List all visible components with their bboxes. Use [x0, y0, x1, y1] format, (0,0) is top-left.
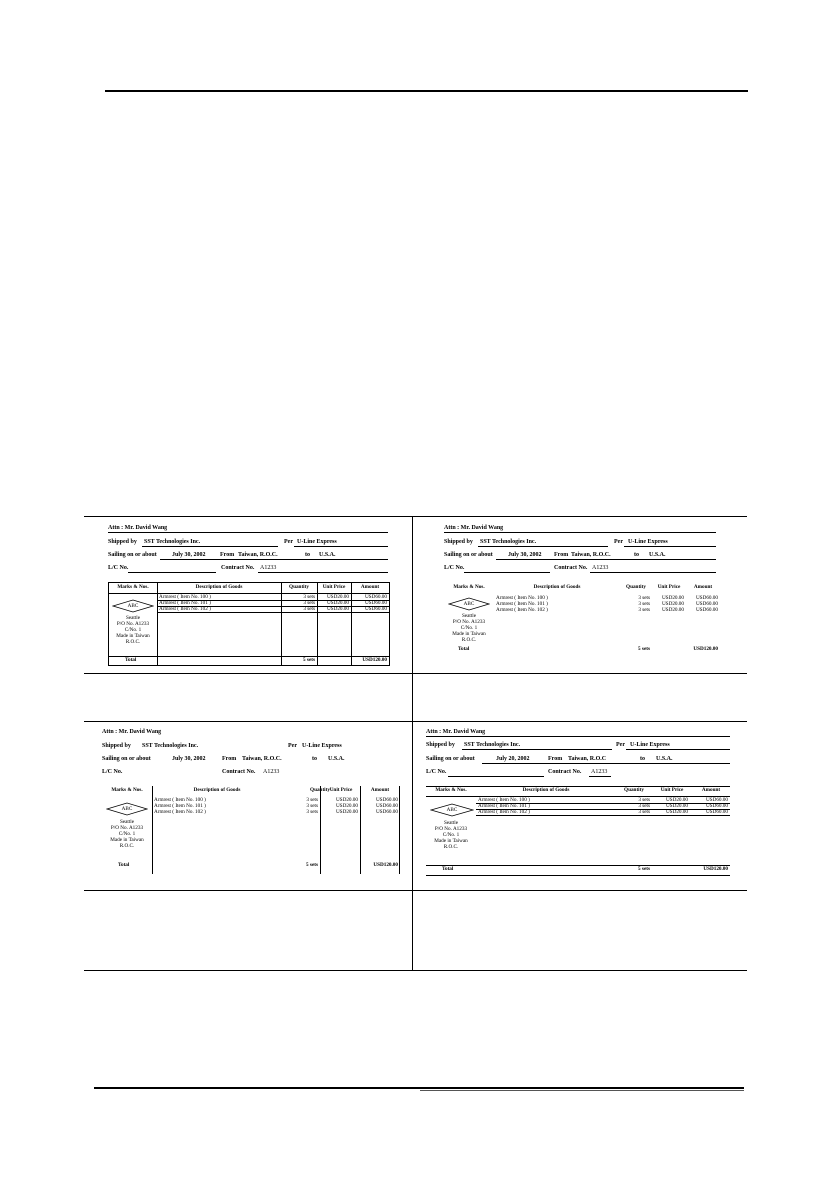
underline [482, 763, 730, 764]
underline [108, 532, 388, 533]
marks-line: Seattle [119, 819, 135, 825]
header-marks: Marks & Nos. [117, 584, 149, 590]
attn-line: Attn : Mr. David Wang [108, 525, 168, 531]
row-amount: USD60.00 [364, 594, 387, 600]
sample-invoice-4 [426, 729, 736, 889]
per-label: Per [614, 539, 623, 545]
underline [426, 736, 730, 737]
row-price: USD20.00 [335, 809, 358, 815]
marks-line: P/O No. A1233 [110, 825, 144, 831]
marks-line: Made in Taiwan [116, 633, 150, 639]
header-quantity: Quantity [624, 787, 644, 793]
underline [462, 749, 612, 750]
contract-label: Contract No. [221, 565, 255, 571]
row-amount: USD60.00 [695, 595, 718, 601]
header-unit-price: Unit Price [660, 787, 684, 793]
header-amount: Amount [370, 787, 390, 793]
row-price: USD20.00 [335, 797, 358, 803]
header-amount: Amount [701, 787, 721, 793]
from-value: Taiwan, R.O.C [568, 756, 607, 762]
row-qty: 3 sets [306, 797, 318, 803]
per-value: U-Line Express [628, 539, 668, 545]
header-unit-price: Unit Price [657, 584, 681, 590]
total-label: Total [458, 646, 470, 652]
grid-divider-vertical [412, 517, 413, 970]
row-price: USD20.00 [326, 606, 349, 612]
marks-line: R.O.C. [443, 844, 459, 850]
row-qty: 3 sets [638, 607, 650, 613]
per-value: U-Line Express [297, 539, 337, 545]
header-marks: Marks & Nos. [435, 787, 467, 793]
header-marks: Marks & Nos. [111, 787, 143, 793]
row-qty: 3 sets [303, 606, 315, 612]
header-description: Description of Goods [195, 584, 243, 590]
lc-label: L/C No. [108, 565, 129, 571]
header-description: Description of Goods [522, 787, 570, 793]
row-desc: Armrest ( Item No. 102 ) [478, 809, 530, 815]
marks-line: P/O No. A1233 [434, 826, 468, 832]
marks-line: P/O No. A1233 [452, 619, 486, 625]
underline [444, 532, 716, 533]
to-value: U.S.A. [649, 552, 666, 558]
marks-line: Made in Taiwan [110, 837, 144, 843]
row-qty: 3 sets [638, 803, 650, 809]
col-divider [152, 786, 153, 874]
header-quantity: Quantity [626, 584, 646, 590]
attn-line: Attn : Mr. David Wang [444, 525, 504, 531]
sample-invoice-1 [108, 525, 394, 670]
marks-line: Seattle [443, 820, 459, 826]
total-label: Total [125, 657, 137, 663]
row-price: USD20.00 [661, 601, 684, 607]
sailing-value: July 30, 2002 [508, 552, 542, 558]
sailing-label: Sailing on or about [102, 756, 151, 762]
lc-label: L/C No. [426, 769, 447, 775]
row-divider [426, 865, 730, 866]
underline [464, 572, 550, 573]
marks-line: C/No. 1 [118, 831, 136, 837]
underline [160, 559, 388, 560]
underline [590, 572, 716, 573]
sailing-value: July 30, 2002 [172, 552, 206, 558]
row-price: USD20.00 [661, 595, 684, 601]
header-amount: Amount [360, 584, 380, 590]
marks-line: C/No. 1 [442, 832, 460, 838]
row-desc: Armrest ( Item No. 101 ) [496, 601, 548, 607]
row-price: USD20.00 [335, 803, 358, 809]
underline [624, 546, 716, 547]
sailing-label: Sailing on or about [444, 552, 493, 558]
bottom-rule-shadow [420, 1090, 744, 1091]
attn-line: Attn : Mr. David Wang [426, 729, 486, 735]
contract-value: A1233 [592, 565, 609, 571]
sailing-value: July 30, 2002 [172, 756, 206, 762]
contract-value: A1233 [591, 769, 608, 775]
contract-label: Contract No. [554, 565, 588, 571]
row-price: USD20.00 [665, 797, 688, 803]
underline [128, 572, 216, 573]
marks-line: R.O.C. [119, 843, 135, 849]
row-desc: Armrest ( Item No. 102 ) [154, 809, 206, 815]
underline [478, 546, 608, 547]
bottom-rule [94, 1087, 744, 1089]
per-label: Per [616, 742, 625, 748]
total-qty: 5 sets [638, 866, 650, 872]
row-desc: Armrest ( Item No. 100 ) [496, 595, 548, 601]
to-label: to [312, 756, 317, 762]
shipped-by-label: Shipped by [102, 743, 131, 749]
per-label: Per [288, 743, 297, 749]
grid-divider-row3 [84, 890, 747, 891]
lc-label: L/C No. [102, 769, 123, 775]
sailing-value: July 20, 2002 [496, 756, 530, 762]
goods-table [102, 786, 400, 874]
row-qty: 3 sets [303, 594, 315, 600]
row-desc: Armrest ( Item No. 101 ) [478, 803, 530, 809]
per-value: U-Line Express [302, 743, 342, 749]
row-divider [426, 875, 730, 876]
underline [258, 572, 388, 573]
top-rule [105, 90, 748, 92]
grid-divider-row2 [84, 721, 747, 722]
from-label: From [222, 756, 237, 762]
to-value: U.S.A. [328, 756, 345, 762]
per-label: Per [284, 539, 293, 545]
contract-value: A1233 [260, 565, 277, 571]
underline [142, 546, 278, 547]
marks-logo-text: ABC [121, 806, 133, 812]
marks-logo-text: ABC [446, 807, 458, 813]
row-price: USD20.00 [665, 809, 688, 815]
row-qty: 3 sets [306, 809, 318, 815]
underline [626, 749, 730, 750]
from-value: Taiwan, R.O.C. [238, 552, 278, 558]
shipped-by-label: Shipped by [108, 539, 137, 545]
total-amount: USD120.00 [703, 866, 728, 872]
total-qty: 5 sets [638, 646, 650, 652]
to-value: U.S.A. [319, 552, 336, 558]
row-price: USD20.00 [326, 600, 349, 606]
row-amount: USD60.00 [375, 803, 398, 809]
shipped-by-value: SST Technologies Inc. [480, 539, 537, 545]
row-divider [109, 656, 389, 657]
underline [496, 559, 716, 560]
lc-label: L/C No. [444, 565, 465, 571]
contract-value: A1233 [263, 769, 280, 775]
shipped-by-value: SST Technologies Inc. [464, 742, 521, 748]
row-qty: 3 sets [306, 803, 318, 809]
row-desc: Armrest ( Item No. 101 ) [159, 600, 211, 606]
sample-invoice-2 [444, 525, 734, 670]
row-desc: Armrest ( Item No. 101 ) [154, 803, 206, 809]
marks-line: Made in Taiwan [434, 838, 468, 844]
row-qty: 3 sets [638, 595, 650, 601]
marks-line: Seattle [461, 613, 477, 619]
row-amount: USD60.00 [364, 600, 387, 606]
underline [294, 546, 388, 547]
row-qty: 3 sets [303, 600, 315, 606]
row-qty: 3 sets [638, 601, 650, 607]
grid-divider-row1 [84, 673, 747, 674]
to-value: U.S.A. [656, 756, 673, 762]
sailing-label: Sailing on or about [426, 756, 475, 762]
marks-line: Made in Taiwan [452, 631, 486, 637]
marks-line: P/O No. A1233 [116, 621, 150, 627]
underline [589, 776, 611, 777]
shipped-by-value: SST Technologies Inc. [144, 539, 201, 545]
row-price: USD20.00 [661, 607, 684, 613]
attn-line: Attn : Mr. David Wang [102, 729, 162, 735]
underline [448, 776, 544, 777]
from-label: From [220, 552, 235, 558]
to-label: to [640, 756, 645, 762]
row-amount: USD60.00 [695, 601, 718, 607]
col-divider [399, 786, 400, 874]
marks-line: C/No. 1 [124, 627, 142, 633]
row-amount: USD60.00 [705, 803, 728, 809]
marks-line: R.O.C. [125, 639, 141, 645]
row-amount: USD60.00 [364, 606, 387, 612]
total-qty: 5 sets [303, 657, 315, 663]
scan-sample-grid [84, 516, 747, 971]
row-amount: USD60.00 [695, 607, 718, 613]
header-amount: Amount [693, 584, 713, 590]
sailing-label: Sailing on or about [108, 552, 157, 558]
total-amount: USD120.00 [693, 646, 718, 652]
header-unit-price: Unit Price [329, 787, 353, 793]
to-label: to [634, 552, 639, 558]
total-label: Total [442, 866, 454, 872]
row-price: USD20.00 [665, 803, 688, 809]
total-label: Total [118, 862, 130, 868]
shipped-by-label: Shipped by [444, 539, 473, 545]
row-amount: USD60.00 [705, 809, 728, 815]
from-label: From [548, 756, 563, 762]
shipped-by-value: SST Technologies Inc. [142, 743, 199, 749]
shipped-by-label: Shipped by [426, 742, 455, 748]
goods-table [426, 786, 730, 876]
header-description: Description of Goods [533, 584, 581, 590]
total-amount: USD120.00 [373, 862, 398, 868]
total-amount: USD120.00 [362, 657, 387, 663]
row-divider [426, 786, 730, 787]
row-qty: 3 sets [638, 797, 650, 803]
row-amount: USD60.00 [375, 809, 398, 815]
contract-label: Contract No. [548, 769, 582, 775]
row-desc: Armrest ( Item No. 100 ) [154, 797, 206, 803]
marks-line: C/No. 1 [460, 625, 478, 631]
sample-invoice-3 [102, 729, 402, 889]
per-value: U-Line Express [630, 742, 670, 748]
row-qty: 3 sets [638, 809, 650, 815]
row-desc: Armrest ( Item No. 102 ) [159, 606, 211, 612]
header-description: Description of Goods [193, 787, 241, 793]
row-desc: Armrest ( Item No. 100 ) [478, 797, 530, 803]
marks-line: Seattle [125, 615, 141, 621]
row-desc: Armrest ( Item No. 100 ) [159, 594, 211, 600]
row-amount: USD60.00 [375, 797, 398, 803]
from-value: Taiwan, R.O.C. [242, 756, 282, 762]
row-desc: Armrest ( Item No. 102 ) [496, 607, 548, 613]
contract-label: Contract No. [222, 769, 256, 775]
header-marks: Marks & Nos. [453, 584, 485, 590]
row-price: USD20.00 [326, 594, 349, 600]
from-value: Taiwan, R.O.C. [571, 552, 611, 558]
total-qty: 5 sets [306, 862, 318, 868]
goods-table [108, 582, 390, 666]
marks-logo-text: ABC [127, 603, 139, 609]
header-unit-price: Unit Price [322, 584, 346, 590]
from-label: From [554, 552, 569, 558]
header-quantity: Quantity [289, 584, 309, 590]
row-amount: USD60.00 [705, 797, 728, 803]
marks-logo-text: ABC [463, 601, 475, 607]
marks-line: R.O.C. [461, 637, 477, 643]
to-label: to [305, 552, 310, 558]
header-quantity: Quantity [310, 787, 330, 793]
